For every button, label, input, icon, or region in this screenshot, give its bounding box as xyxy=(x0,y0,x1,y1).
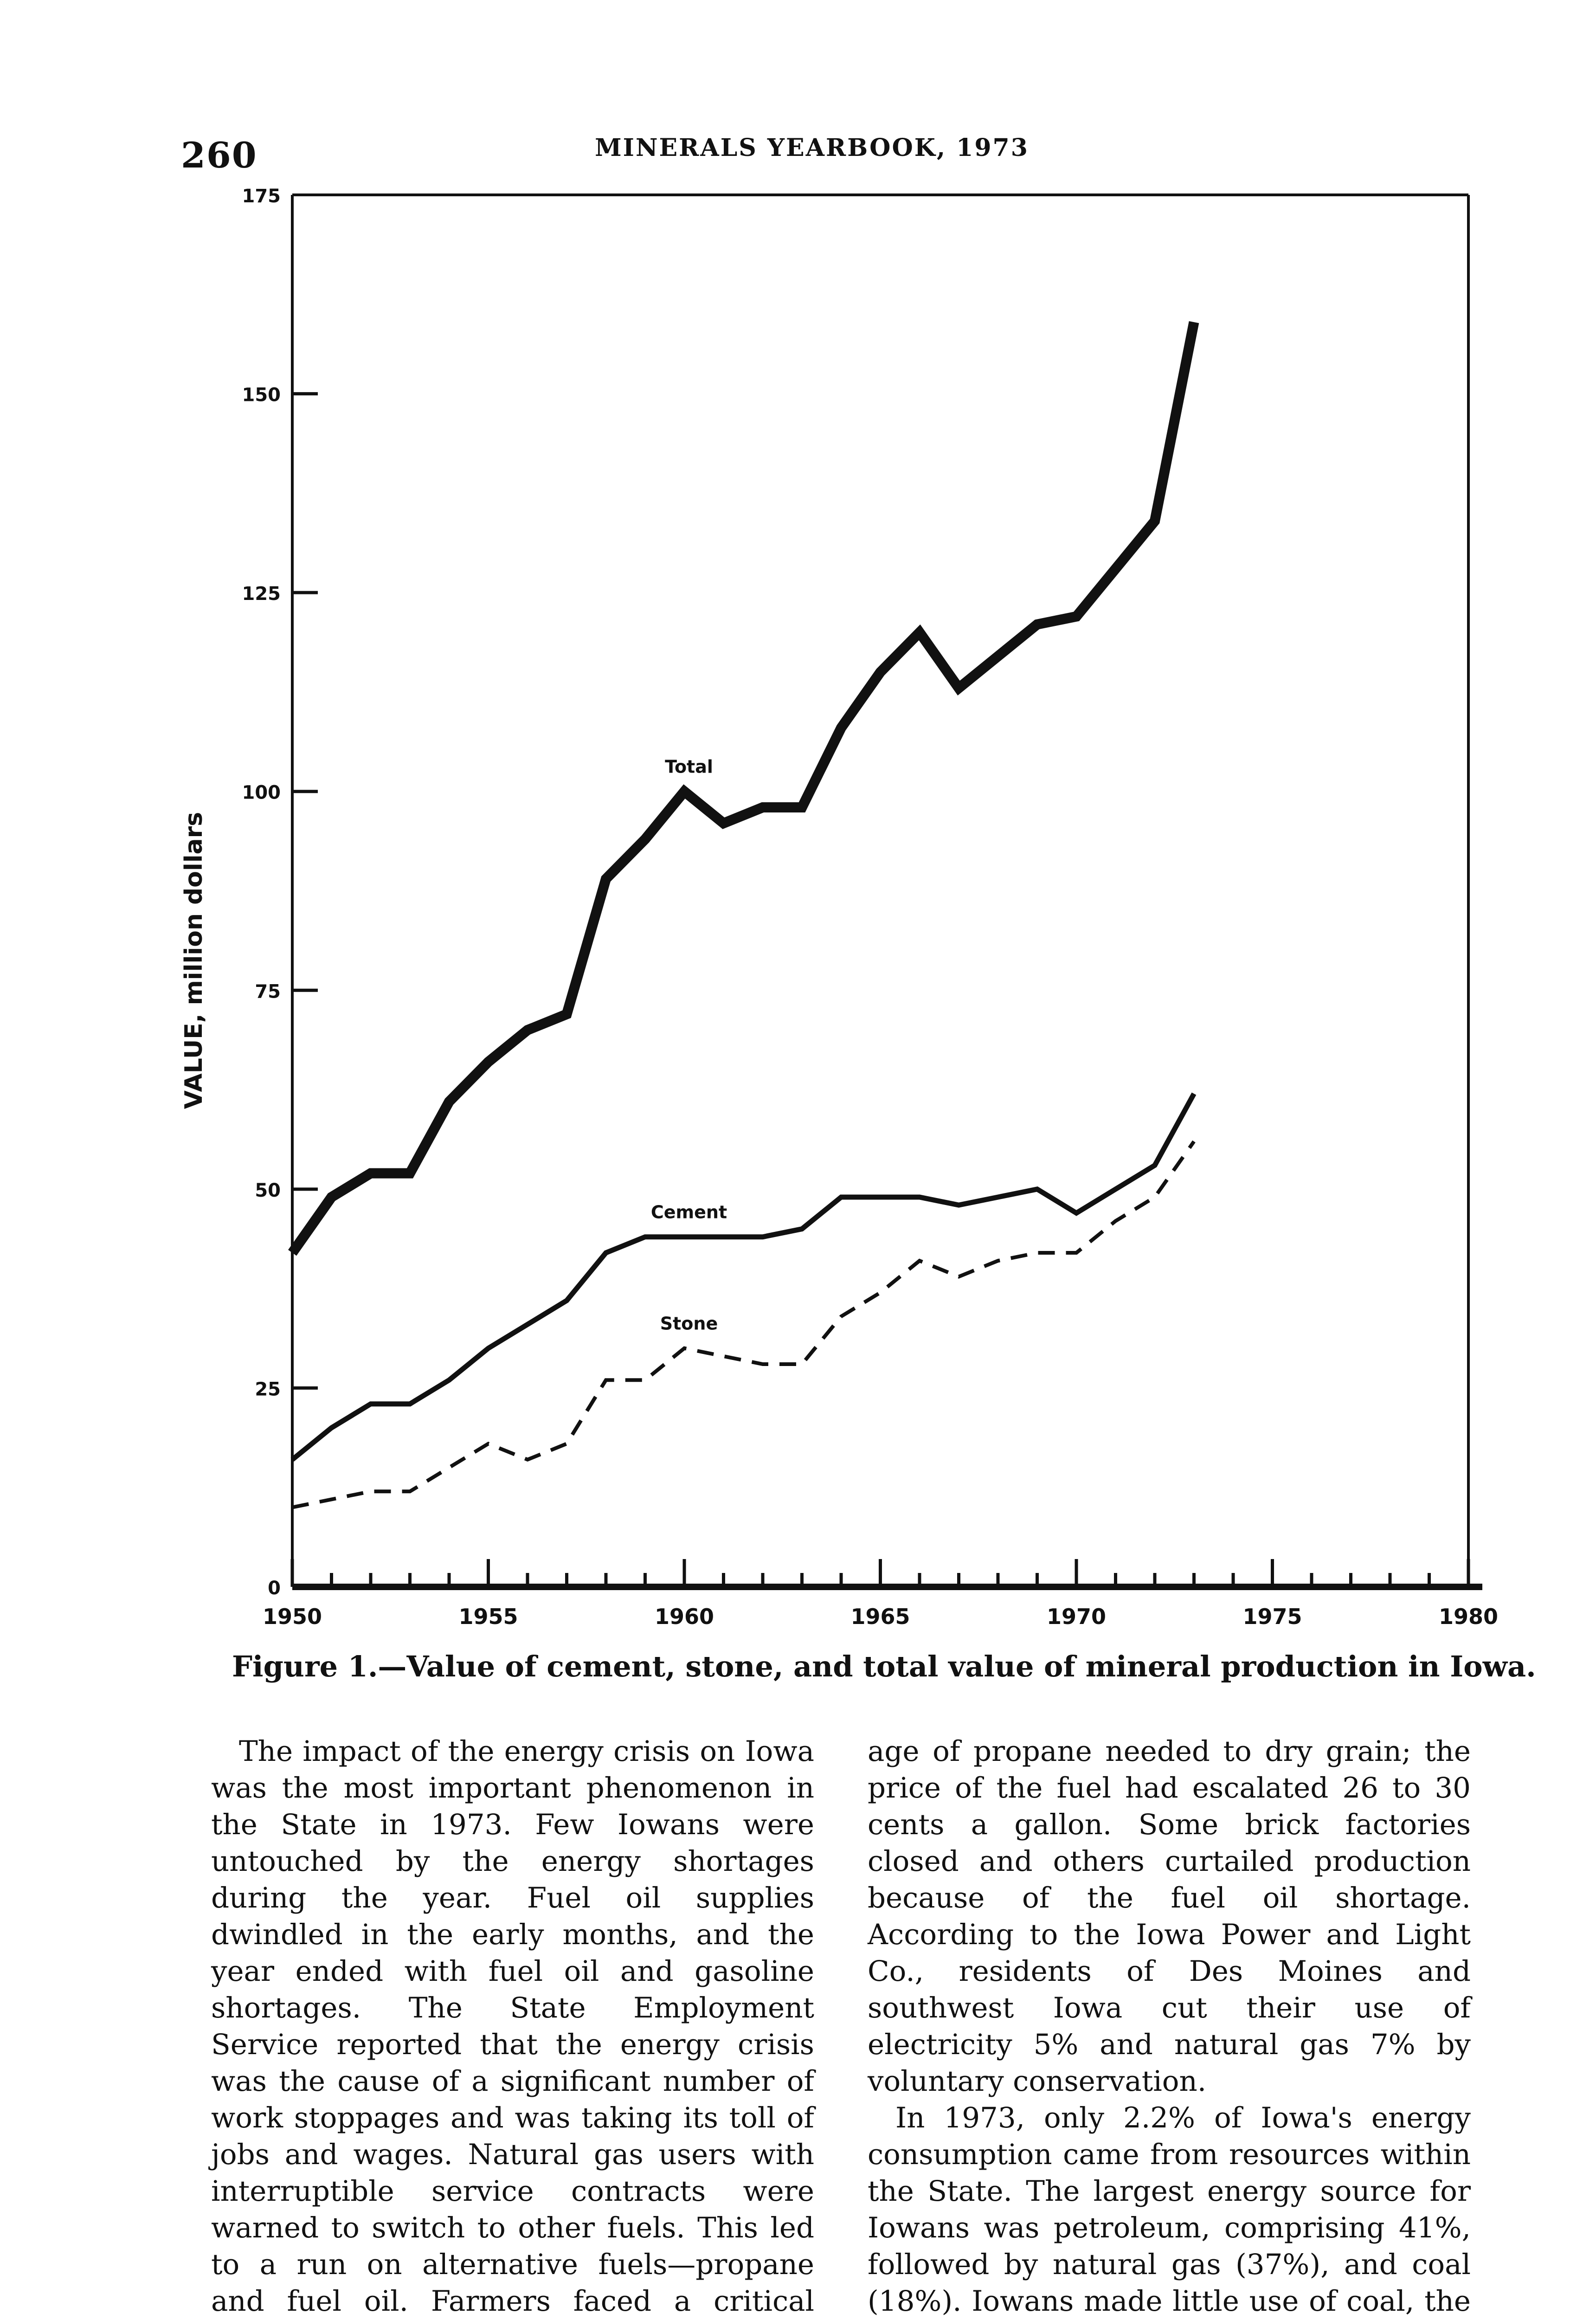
series-line-stone xyxy=(292,1141,1194,1508)
paragraph: The impact of the energy crisis on Iowa was the most important phenomenon in the State in 1973. Few Iowans were untouched by the energy shortages during the year. Fuel oil supplies dwindled in the early months, and the year ended with fuel oil and gasoline shortages. The State Employment Service reported that the energy crisis was the cause of a significant number of work stoppages and was taking its toll of jobs and wages. Natural gas users with interruptible service contracts were warned to switch to other fuels. This led to a run on alternative fuels—propane and fuel oil. Farmers faced a critical xyxy=(211,1735,814,2318)
x-tick-label: 1955 xyxy=(458,1604,518,1629)
series-label-stone: Stone xyxy=(660,1313,718,1334)
x-tick-label: 1950 xyxy=(262,1604,322,1629)
y-tick-label: 75 xyxy=(255,981,281,1003)
figure-caption: Figure 1.—Value of cement, stone, and total value of mineral production in Iowa. xyxy=(232,1650,1536,1683)
y-tick-label: 175 xyxy=(242,186,281,207)
y-axis-label: VALUE, million dollars xyxy=(180,812,208,1109)
series-label-total: Total xyxy=(665,756,713,777)
paragraph: age of propane needed to dry grain; the price of the fuel had escalated 26 to 30 cents a gallon. Some brick factories closed and others curtailed production because of the fuel oil shortage. According to the Iowa Power and Light Co., residents of Des Moines and southwest Iowa cut their use of electricity 5% and natural gas 7% by voluntary conservation. xyxy=(868,1735,1471,2098)
y-tick-label: 50 xyxy=(255,1179,281,1201)
y-tick-label: 0 xyxy=(268,1578,281,1599)
x-tick-label: 1960 xyxy=(654,1604,714,1629)
series-line-total xyxy=(292,322,1194,1253)
page-number: 260 xyxy=(181,135,257,176)
x-tick-label: 1965 xyxy=(850,1604,910,1629)
x-tick-label: 1980 xyxy=(1438,1604,1499,1629)
x-tick-label: 1975 xyxy=(1242,1604,1302,1629)
body-right-column xyxy=(868,1733,1471,2320)
x-tick-label: 1970 xyxy=(1046,1604,1107,1629)
series-label-cement: Cement xyxy=(650,1202,727,1223)
y-tick-label: 100 xyxy=(242,782,281,804)
running-head: MINERALS YEARBOOK, 1973 xyxy=(595,134,1029,162)
body-left-column xyxy=(211,1733,814,2320)
y-tick-label: 125 xyxy=(242,583,281,605)
paragraph: In 1973, only 2.2% of Iowa's energy consumption came from resources within the State. The largest energy source for Iowans was petroleum, comprising 41%, followed by natural gas (37%), and coal (18%). Iowans made little use of coal, the xyxy=(868,2101,1471,2318)
y-tick-label: 25 xyxy=(255,1379,281,1400)
y-tick-label: 150 xyxy=(242,384,281,406)
